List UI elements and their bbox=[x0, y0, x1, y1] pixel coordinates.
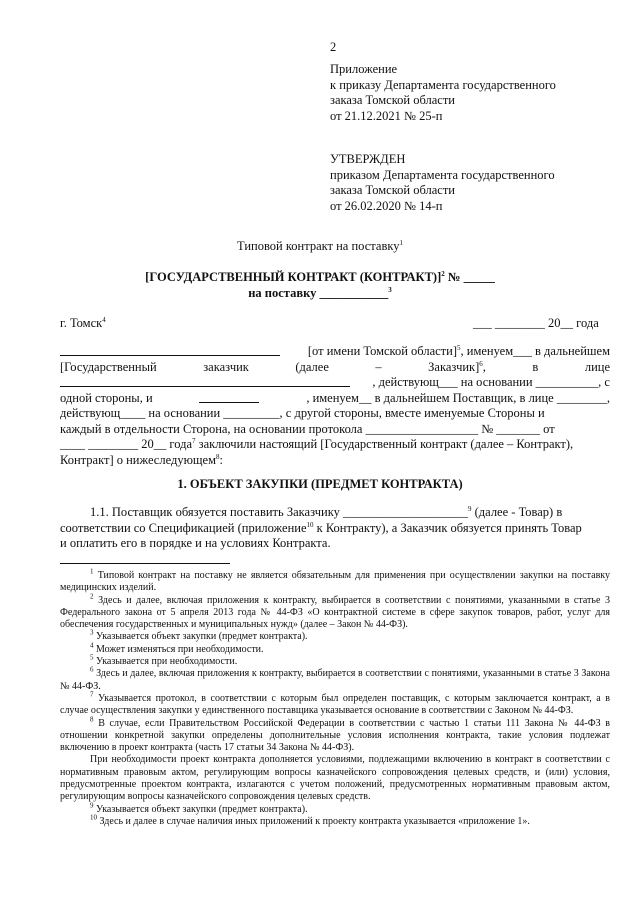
clause-1-1 bbox=[60, 505, 610, 552]
parties-paragraph bbox=[60, 344, 610, 468]
blank-field bbox=[60, 375, 350, 387]
footnote: $^4$ Может изменяться при необходимости. bbox=[90, 641, 264, 655]
approved-line: заказа Томской области bbox=[330, 183, 455, 197]
page-number: 2 bbox=[330, 40, 337, 54]
appendix-line: к приказу Департамента государственного bbox=[330, 77, 556, 92]
parties-line: , действующ___ на основании __________, с bbox=[60, 375, 610, 391]
footnote: $^{10}$ Здесь и далее в случае наличия иных приложений к проекту контракта указывается «приложение 1». bbox=[90, 813, 530, 827]
contract-date: ___ ________ 20__ года bbox=[473, 316, 599, 330]
footnote: $^2$ Здесь и далее, включая приложения к контракту, выбирается в соответствии с понятиями, указанными в статье 3 Федерального закона от 5 апреля 2013 года № 44-ФЗ «О контрактной системе в сфере закупок товаров, работ, услуг для обеспечения государственных и муниципальных нужд» (далее – Закон № 44-ФЗ). bbox=[60, 592, 611, 631]
footnote: $^9$ Указывается объект закупки (предмет контракта). bbox=[90, 801, 308, 815]
parties-line: [от имени Томской области]$^5$, именуем___ в дальнейшем bbox=[60, 344, 610, 360]
footnotes bbox=[60, 567, 611, 828]
parties-line: одной стороны, и , именуем__ в дальнейшем Поставщик, в лице ________, bbox=[60, 390, 610, 405]
appendix-line: заказа Томской области bbox=[330, 93, 455, 107]
contract-heading: [ГОСУДАРСТВЕННЫЙ КОНТРАКТ (КОНТРАКТ)]$^2$ № _____ на поставку ___________$^3$ bbox=[145, 269, 495, 300]
parties-line: Контракт] о нижеследующем$^8$: bbox=[60, 452, 223, 467]
clause-line: соответствии со Спецификацией (приложение$^{10}$ к Контракту), а Заказчик обязуется принять Товар bbox=[60, 520, 582, 535]
footnote-divider bbox=[60, 563, 230, 564]
approved-line: УТВЕРЖДЕН bbox=[330, 152, 406, 166]
doc-title: Типовой контракт на поставку$^1$ bbox=[237, 238, 403, 253]
clause-line: и оплатить его в порядке и на условиях Контракта. bbox=[60, 536, 331, 550]
footnote: $^8$ В случае, если Правительством Российской Федерации в соответствии с частью 1 статьи 111 Закона № 44-ФЗ в отношении конкретной закупки определены дополнительные условия исполнения контракта, такие условия подлежат включению в проект контракта (часть 17 статьи 34 Закона № 44-ФЗ). bbox=[60, 715, 611, 754]
appendix-block bbox=[330, 62, 556, 124]
footnote: При необходимости проект контракта дополняется условиями, подлежащими включению в контракт в соответствии с нормативным правовым актом, регулирующим вопросы казначейского сопровождения целевых средств, и (или) условия, предусмотренные проектом контракта, излагаются с учетом положений, предусмотренных нормативным правовым актом, регулирующим вопросы казначейского сопровождения целевых средств. bbox=[60, 754, 610, 803]
footnote: $^6$ Здесь и далее, включая приложения к контракту, выбирается в соответствии с понятиями, указанными в статье 3 Закона № 44-ФЗ. bbox=[60, 666, 610, 692]
parties-line: каждый в отдельности Сторона, на основании протокола __________________ № _______ от bbox=[60, 421, 555, 436]
appendix-line: от 21.12.2021 № 25-п bbox=[330, 108, 443, 123]
city: г. Томск$^4$ bbox=[60, 315, 106, 330]
appendix-line: Приложение bbox=[330, 62, 398, 76]
footnote: $^7$ Указывается протокол, в соответствии с которым был определен поставщик, с которым заключается контракт, а в случае осуществления закупки у единственного поставщика указывается основание в соответствии с Законом № 44-ФЗ. bbox=[60, 690, 610, 717]
approved-line: от 26.02.2020 № 14-п bbox=[330, 198, 443, 213]
footnote: $^1$ Типовой контракт на поставку не является обязательным для применения при осуществлении закупки на поставку медицинских изделий. bbox=[60, 567, 611, 594]
footnote: $^5$ Указывается при необходимости. bbox=[90, 653, 238, 668]
blank-field bbox=[60, 344, 280, 356]
approved-line: приказом Департамента государственного bbox=[330, 167, 555, 182]
parties-line: [Государственный заказчик (далее – Заказчик]$^6$, в лице bbox=[60, 359, 610, 374]
approved-block bbox=[330, 152, 555, 214]
footnote: $^3$ Указывается объект закупки (предмет контракта). bbox=[90, 629, 308, 643]
section-title: 1. ОБЪЕКТ ЗАКУПКИ (ПРЕДМЕТ КОНТРАКТА) bbox=[177, 477, 463, 491]
blank-field bbox=[199, 391, 259, 403]
clause-line: 1.1. Поставщик обязуется поставить Заказчику ____________________$^9$ (далее - Товар) в bbox=[90, 504, 563, 519]
parties-line: ____ ________ 20__ года$^7$ заключили настоящий [Государственный контракт (далее – Контракт), bbox=[60, 436, 574, 451]
parties-line: действующ____ на основании _________, с другой стороны, вместе именуемые Стороны и bbox=[60, 406, 545, 420]
